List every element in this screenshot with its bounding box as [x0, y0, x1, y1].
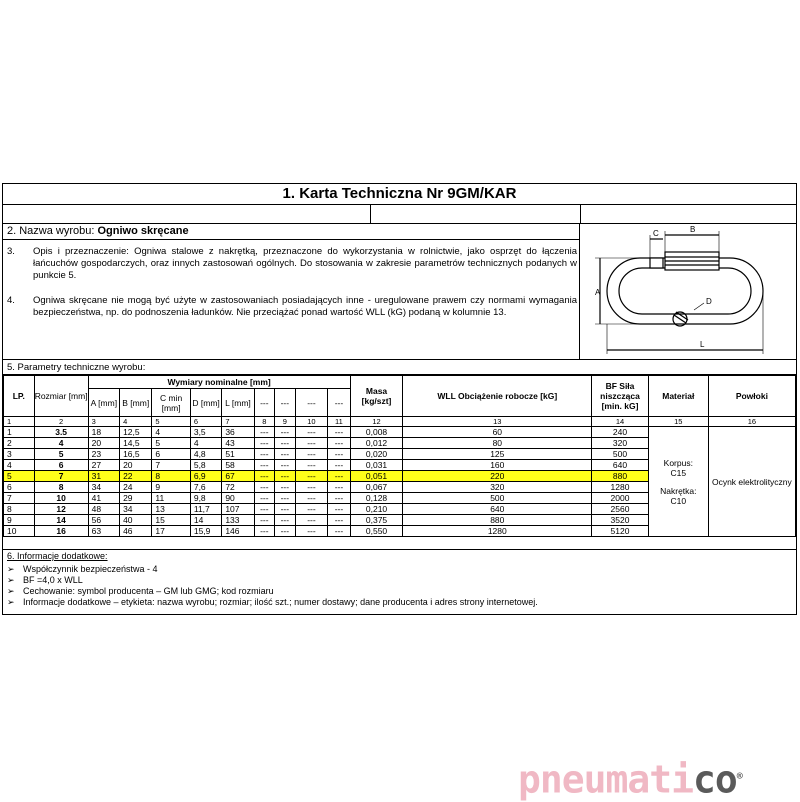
- table-cell: 7: [4, 493, 35, 504]
- table-cell: ---: [328, 504, 350, 515]
- paragraph-number: 4.: [7, 295, 15, 306]
- product-name-label: 2. Nazwa wyrobu:: [7, 225, 98, 237]
- column-numbers-row: [4, 417, 796, 427]
- table-cell: 0,051: [350, 471, 403, 482]
- arrowhead-bullet-icon: ➢: [7, 575, 15, 585]
- table-cell: 8: [152, 471, 190, 482]
- table-cell: 18: [88, 427, 119, 438]
- table-cell: ---: [295, 449, 328, 460]
- section-5-title: 5. Parametry techniczne wyrobu:: [3, 359, 796, 375]
- table-cell: 125: [403, 449, 592, 460]
- column-number: 2: [34, 417, 88, 427]
- table-cell: ---: [254, 471, 274, 482]
- table-cell: ---: [275, 460, 295, 471]
- table-cell: 11,7: [190, 504, 221, 515]
- table-cell: 7: [152, 460, 190, 471]
- table-cell: ---: [275, 438, 295, 449]
- table-cell: ---: [254, 504, 274, 515]
- table-cell: 133: [222, 515, 254, 526]
- table-cell: 34: [120, 504, 152, 515]
- table-cell: 46: [120, 526, 152, 537]
- header-cmin: C min [mm]: [152, 389, 190, 417]
- table-cell: 9: [4, 515, 35, 526]
- table-cell: 3: [4, 449, 35, 460]
- table-cell: 1280: [403, 526, 592, 537]
- link-drawing: [580, 223, 796, 359]
- sheet-title: 1. Karta Techniczna Nr 9GM/KAR: [3, 184, 796, 205]
- table-cell: ---: [328, 493, 350, 504]
- logo-text-gray: co: [693, 757, 737, 802]
- column-number: 6: [190, 417, 221, 427]
- table-cell: ---: [328, 449, 350, 460]
- table-cell: 5120: [592, 526, 649, 537]
- material-nakretka-label: Nakrętka:: [660, 485, 697, 496]
- dim-label-l: L: [700, 340, 705, 349]
- table-row: [4, 427, 796, 438]
- table-cell: 2560: [592, 504, 649, 515]
- info-item-text: Cechowanie: symbol producenta – GM lub GMG; kod rozmiaru: [23, 586, 274, 596]
- table-cell: ---: [254, 427, 274, 438]
- logo-text-pink: pneumati: [518, 757, 694, 802]
- table-cell: 3.5: [34, 427, 88, 438]
- table-cell: ---: [295, 526, 328, 537]
- table-cell: 3520: [592, 515, 649, 526]
- table-cell: 20: [88, 438, 119, 449]
- dim-label-a: A: [595, 288, 601, 297]
- column-number: 10: [295, 417, 328, 427]
- header-wymiary: Wymiary nominalne [mm]: [88, 376, 350, 389]
- table-cell: 23: [88, 449, 119, 460]
- table-cell: 640: [592, 460, 649, 471]
- title-subrow-cell-1: [3, 204, 371, 223]
- table-cell: 36: [222, 427, 254, 438]
- column-number: 1: [4, 417, 35, 427]
- table-cell: 16,5: [120, 449, 152, 460]
- table-cell: 6: [4, 482, 35, 493]
- material-nakretka: C10: [670, 495, 687, 506]
- table-cell: 7: [34, 471, 88, 482]
- table-cell: 0,375: [350, 515, 403, 526]
- table-cell: 0,031: [350, 460, 403, 471]
- table-cell: 0,210: [350, 504, 403, 515]
- table-cell: 4: [34, 438, 88, 449]
- description-block: [3, 240, 580, 359]
- table-cell: ---: [295, 427, 328, 438]
- table-cell: 500: [403, 493, 592, 504]
- table-cell: 63: [88, 526, 119, 537]
- table-cell: ---: [275, 493, 295, 504]
- header-empty: ---: [328, 389, 350, 417]
- table-cell: 7,6: [190, 482, 221, 493]
- table-cell: ---: [275, 471, 295, 482]
- table-cell: 12: [34, 504, 88, 515]
- table-body: [4, 427, 796, 537]
- header-powloki: Powłoki: [708, 376, 795, 417]
- table-cell: 67: [222, 471, 254, 482]
- table-cell: 0,012: [350, 438, 403, 449]
- registered-mark: ®: [736, 771, 742, 782]
- table-cell: 6: [34, 460, 88, 471]
- table-cell: 72: [222, 482, 254, 493]
- table-cell: 320: [592, 438, 649, 449]
- description-paragraph-4: [7, 295, 577, 325]
- table-cell: 880: [592, 471, 649, 482]
- column-number: 3: [88, 417, 119, 427]
- info-item-text: BF =4,0 x WLL: [23, 575, 83, 585]
- column-number: 16: [708, 417, 795, 427]
- table-cell: ---: [295, 482, 328, 493]
- table-cell: ---: [254, 460, 274, 471]
- technical-sheet: [2, 183, 797, 615]
- header-wll: WLL Obciążenie robocze [kG]: [403, 376, 592, 417]
- table-cell: 3,5: [190, 427, 221, 438]
- header-l: L [mm]: [222, 389, 254, 417]
- coating-cell: Ocynk elektrolityczny: [708, 427, 795, 537]
- table-cell: 0,128: [350, 493, 403, 504]
- header-bf: BF Siła niszcząca [min. kG]: [592, 376, 649, 417]
- table-cell: 500: [592, 449, 649, 460]
- table-cell: 5,8: [190, 460, 221, 471]
- table-cell: 0,550: [350, 526, 403, 537]
- table-cell: ---: [328, 515, 350, 526]
- table-cell: ---: [254, 493, 274, 504]
- column-number: 14: [592, 417, 649, 427]
- header-a: A [mm]: [88, 389, 119, 417]
- table-cell: 41: [88, 493, 119, 504]
- column-number: 13: [403, 417, 592, 427]
- table-cell: ---: [275, 449, 295, 460]
- header-rozmiar: Rozmiar [mm]: [34, 376, 88, 417]
- table-cell: 5: [152, 438, 190, 449]
- table-cell: 51: [222, 449, 254, 460]
- table-cell: ---: [254, 515, 274, 526]
- table-cell: ---: [328, 460, 350, 471]
- table-cell: ---: [328, 526, 350, 537]
- table-cell: 2: [4, 438, 35, 449]
- header-d: D [mm]: [190, 389, 221, 417]
- arrowhead-bullet-icon: ➢: [7, 597, 15, 607]
- table-cell: 15,9: [190, 526, 221, 537]
- info-item-text: Współczynnik bezpieczeństwa - 4: [23, 564, 158, 574]
- section-6: [3, 549, 796, 615]
- table-cell: 13: [152, 504, 190, 515]
- dim-label-b: B: [690, 225, 696, 234]
- table-cell: 24: [120, 482, 152, 493]
- paragraph-number: 3.: [7, 246, 15, 257]
- section-6-title: 6. Informacje dodatkowe:: [7, 551, 108, 561]
- table-cell: 8: [4, 504, 35, 515]
- brand-logo: [518, 755, 742, 802]
- header-b: B [mm]: [120, 389, 152, 417]
- title-subrow: [3, 204, 796, 224]
- table-cell: ---: [254, 482, 274, 493]
- table-cell: 4: [152, 427, 190, 438]
- product-name-value: Ogniwo skręcane: [97, 225, 189, 237]
- table-cell: 160: [403, 460, 592, 471]
- table-cell: ---: [275, 482, 295, 493]
- table-cell: ---: [275, 504, 295, 515]
- table-cell: 15: [152, 515, 190, 526]
- table-cell: 0,008: [350, 427, 403, 438]
- header-masa: Masa [kg/szt]: [350, 376, 403, 417]
- material-cell: [648, 427, 708, 537]
- description-paragraph-3: [7, 246, 577, 286]
- table-cell: 60: [403, 427, 592, 438]
- table-cell: 10: [34, 493, 88, 504]
- paragraph-text: Opis i przeznaczenie: Ogniwa stalowe z nakrętką, przeznaczone do wykorzystania w rolnictwie, jako osprzęt do łączenia łańcuchów gospodarczych, oraz innych zastosowań ogólnych. Do stosowania w zakresie parametrów technicznych podanych w punkcie 5.: [33, 246, 577, 281]
- title-subrow-cell-2: [370, 204, 581, 223]
- table-cell: 6: [152, 449, 190, 460]
- spacer: [649, 478, 708, 486]
- column-number: 8: [254, 417, 274, 427]
- table-cell: ---: [328, 471, 350, 482]
- info-item-text: Informacje dodatkowe – etykieta: nazwa wyrobu; rozmiar; ilość szt.; numer dostawy; dane producenta i adres strony internetowej.: [23, 597, 538, 607]
- table-cell: 107: [222, 504, 254, 515]
- table-cell: 22: [120, 471, 152, 482]
- product-name-row: [3, 223, 580, 240]
- table-cell: 8: [34, 482, 88, 493]
- paragraph-text: Ogniwa skręcane nie mogą być użyte w zastosowaniach posiadających inne - uregulowane prawem czy normami wymagania bezpieczeństwa, np. do podnoszenia ładunków. Nie przeciążać ponad wartość WLL (kG) podaną w kolumnie 13.: [33, 295, 577, 318]
- table-cell: ---: [295, 471, 328, 482]
- table-cell: 4: [4, 460, 35, 471]
- table-cell: ---: [254, 438, 274, 449]
- column-number: 7: [222, 417, 254, 427]
- table-cell: ---: [295, 504, 328, 515]
- table-cell: 43: [222, 438, 254, 449]
- table-cell: 9: [152, 482, 190, 493]
- table-cell: ---: [254, 449, 274, 460]
- table-cell: 56: [88, 515, 119, 526]
- table-cell: 5: [4, 471, 35, 482]
- column-number: 12: [350, 417, 403, 427]
- arrowhead-bullet-icon: ➢: [7, 586, 15, 596]
- table-cell: 2000: [592, 493, 649, 504]
- table-cell: 80: [403, 438, 592, 449]
- table-cell: 640: [403, 504, 592, 515]
- table-cell: ---: [328, 427, 350, 438]
- table-cell: 16: [34, 526, 88, 537]
- table-cell: 40: [120, 515, 152, 526]
- column-number: 5: [152, 417, 190, 427]
- table-cell: 4: [190, 438, 221, 449]
- table-cell: ---: [295, 460, 328, 471]
- table-cell: ---: [295, 438, 328, 449]
- table-cell: 34: [88, 482, 119, 493]
- table-cell: ---: [328, 438, 350, 449]
- table-cell: 146: [222, 526, 254, 537]
- table-cell: 31: [88, 471, 119, 482]
- table-cell: 1: [4, 427, 35, 438]
- quick-link-icon: [580, 223, 796, 359]
- header-empty: ---: [254, 389, 274, 417]
- column-number: 15: [648, 417, 708, 427]
- header-lp: LP.: [4, 376, 35, 417]
- table-cell: 0,067: [350, 482, 403, 493]
- table-cell: 11: [152, 493, 190, 504]
- table-cell: 14: [190, 515, 221, 526]
- table-cell: 9,8: [190, 493, 221, 504]
- table-cell: ---: [295, 515, 328, 526]
- table-cell: 1280: [592, 482, 649, 493]
- column-number: 9: [275, 417, 295, 427]
- table-cell: 12,5: [120, 427, 152, 438]
- table-cell: ---: [295, 493, 328, 504]
- material-korpus-label: Korpus:: [663, 457, 693, 468]
- table-cell: ---: [275, 427, 295, 438]
- table-cell: 320: [403, 482, 592, 493]
- table-cell: 20: [120, 460, 152, 471]
- arrowhead-bullet-icon: ➢: [7, 564, 15, 574]
- table-cell: ---: [275, 515, 295, 526]
- table-cell: 220: [403, 471, 592, 482]
- material-korpus: C15: [670, 467, 687, 478]
- table-cell: 14,5: [120, 438, 152, 449]
- table-cell: 90: [222, 493, 254, 504]
- table-cell: 240: [592, 427, 649, 438]
- table-cell: ---: [275, 526, 295, 537]
- table-cell: 58: [222, 460, 254, 471]
- dim-label-c: C: [653, 229, 659, 238]
- table-cell: 4,8: [190, 449, 221, 460]
- dim-label-d: D: [706, 297, 712, 306]
- table-cell: ---: [254, 526, 274, 537]
- table-cell: 10: [4, 526, 35, 537]
- table-cell: 17: [152, 526, 190, 537]
- table-cell: 5: [34, 449, 88, 460]
- header-empty: ---: [295, 389, 328, 417]
- header-material: Materiał: [648, 376, 708, 417]
- table-cell: ---: [328, 482, 350, 493]
- table-cell: 14: [34, 515, 88, 526]
- table-cell: 880: [403, 515, 592, 526]
- table-cell: 48: [88, 504, 119, 515]
- column-number: 11: [328, 417, 350, 427]
- table-cell: 29: [120, 493, 152, 504]
- parameters-table: [3, 375, 796, 537]
- header-empty: ---: [275, 389, 295, 417]
- table-cell: 6,9: [190, 471, 221, 482]
- column-number: 4: [120, 417, 152, 427]
- table-cell: 27: [88, 460, 119, 471]
- table-cell: 0,020: [350, 449, 403, 460]
